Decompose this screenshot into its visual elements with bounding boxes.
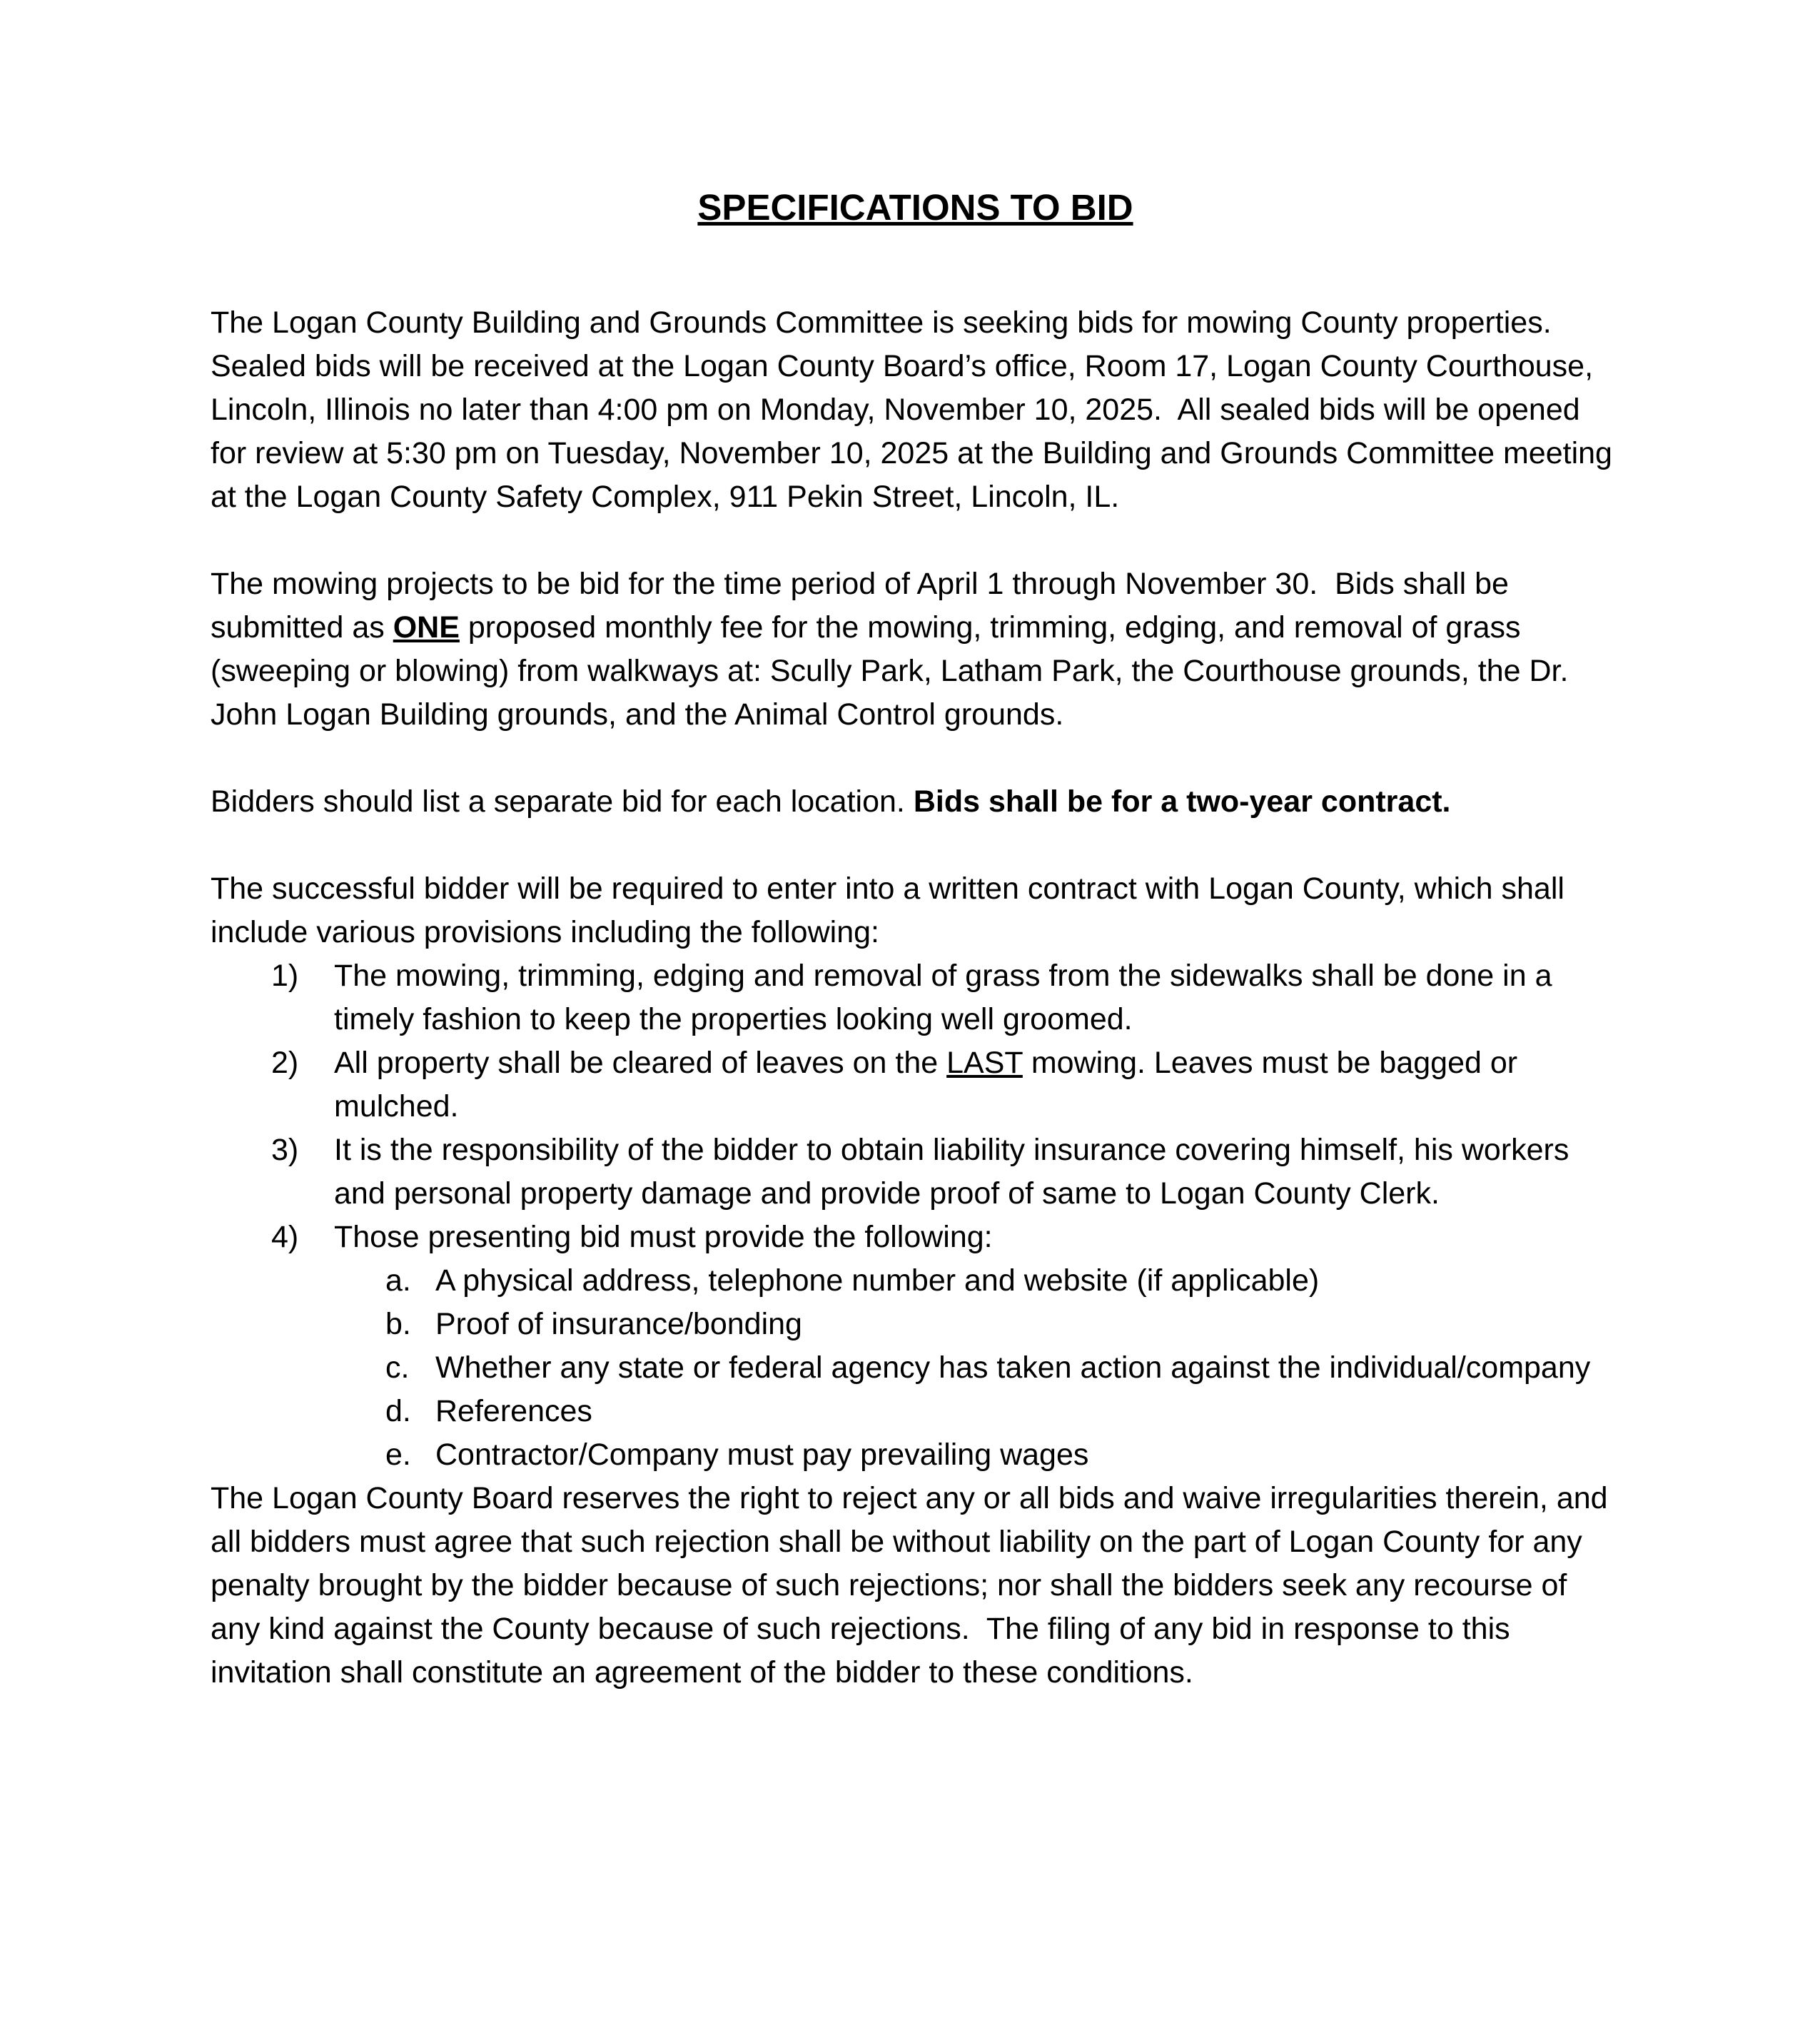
- list-item-1-text: The mowing, trimming, edging and removal of grass from the sidewalks shall be done in a timely fashion to keep the properties looking well groomed.: [334, 959, 1561, 1036]
- list-item-1-number: 1): [271, 959, 299, 993]
- sub-item-d-text: References: [435, 1394, 592, 1428]
- page-title: SPECIFICATIONS TO BID: [697, 187, 1133, 228]
- contract-paragraph: The successful bidder will be required to enter into a written contract with Logan County, which shall include various provisions including the following:: [211, 872, 1573, 949]
- list-item-1: [211, 954, 1620, 1041]
- list-item-3-number: 3): [271, 1133, 299, 1167]
- list-item-2-run3: mowing. Leaves must be bagged or mulched.: [334, 1046, 1527, 1123]
- sub-list: [211, 1259, 1620, 1477]
- list-item-4-text: Those presenting bid must provide the following:: [334, 1220, 993, 1254]
- one-emphasis: ONE: [393, 610, 460, 645]
- list-item-4: [211, 1216, 1620, 1259]
- mowing-projects-paragraph: [211, 562, 1620, 737]
- sub-list-item-b: [211, 1303, 1620, 1346]
- list-item-2-run1: All property shall be cleared of leaves on the: [334, 1046, 947, 1080]
- sub-item-c-letter: c.: [385, 1350, 410, 1385]
- sub-list-item-c: [211, 1346, 1620, 1390]
- sub-list-item-a: [211, 1259, 1620, 1303]
- separate-bid-paragraph: [211, 780, 1620, 824]
- list-item-2-number: 2): [271, 1046, 299, 1080]
- sub-item-a-letter: a.: [385, 1263, 411, 1298]
- sub-item-e-text: Contractor/Company must pay prevailing wages: [435, 1438, 1089, 1472]
- list-item-3: [211, 1128, 1620, 1216]
- list-item-2-text: [334, 1041, 1620, 1128]
- separate-bid-run1: Bidders should list a separate bid for each location.: [211, 784, 914, 819]
- list-item-4-number: 4): [271, 1220, 299, 1254]
- sub-item-b-text: Proof of insurance/bonding: [435, 1307, 802, 1341]
- sub-item-c-text: Whether any state or federal agency has taken action against the individual/company: [435, 1350, 1591, 1385]
- sub-item-a-text: A physical address, telephone number and website (if applicable): [435, 1263, 1320, 1298]
- sub-list-item-e: [211, 1433, 1620, 1477]
- numbered-list: [211, 954, 1620, 1477]
- closing-paragraph: The Logan County Board reserves the right to reject any or all bids and waive irregularities therein, and all bidders must agree that such rejection shall be without liability on the part of Logan County for any penalty brought by the bidder because of such rejections; nor shall the bidders seek any recourse of any kind against the County because of such rejections. The filing of any bid in response to this invitation shall constitute an agreement of the bidder to these conditions.: [211, 1481, 1617, 1690]
- mowing-projects-run1: The mowing projects to be bid for the time period of April 1 through November 30. Bids shall be submitted as: [211, 567, 1517, 645]
- sub-item-b-letter: b.: [385, 1307, 411, 1341]
- two-year-contract-emphasis: Bids shall be for a two-year contract.: [913, 784, 1451, 819]
- sub-item-d-letter: d.: [385, 1394, 411, 1428]
- list-item-2: [211, 1041, 1620, 1128]
- last-emphasis: LAST: [946, 1046, 1023, 1080]
- sub-item-e-letter: e.: [385, 1438, 411, 1472]
- sub-list-item-d: [211, 1390, 1620, 1433]
- intro-paragraph: The Logan County Building and Grounds Committee is seeking bids for mowing County properties. Sealed bids will be received at the Logan County Board’s office, Room 17, Logan County Courthouse, Lincoln, Illinois no later than 4:00 pm on Monday, November 10, 2025. All sealed bids will be opened for review at 5:30 pm on Tuesday, November 10, 2025 at the Building and Grounds Committee meeting at the Logan County Safety Complex, 911 Pekin Street, Lincoln, IL.: [211, 306, 1621, 514]
- mowing-projects-run3: proposed monthly fee for the mowing, trimming, edging, and removal of grass (sweeping or blowing) from walkways at: Scully Park, Latham Park, the Courthouse grounds, the Dr. John Logan Building grounds, and the Animal Control grounds.: [211, 610, 1577, 732]
- list-item-3-text: It is the responsibility of the bidder to obtain liability insurance covering himself, his workers and personal property damage and provide proof of same to Logan County Clerk.: [334, 1133, 1578, 1211]
